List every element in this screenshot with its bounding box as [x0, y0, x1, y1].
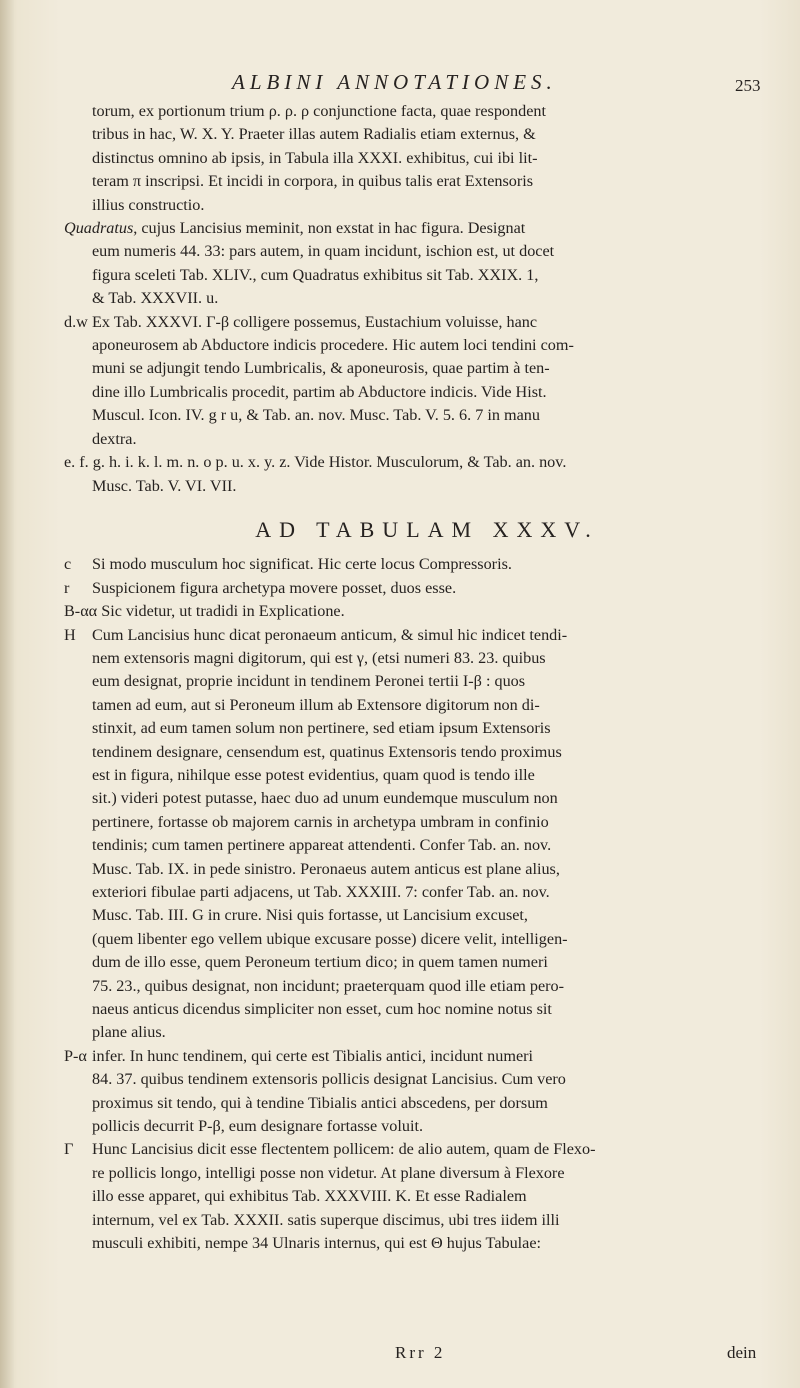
text-line: Ex Tab. XXXVI. Γ-β colligere possemus, Eustachium voluisse, hanc	[92, 312, 538, 331]
entry-key: d.w	[64, 312, 88, 331]
text-line: eum designat, proprie incidunt in tendinem Peronei tertii I-β : quos	[92, 672, 526, 691]
section-heading: AD TABULAM XXXV.	[255, 516, 599, 542]
text-line: aponeurosem ab Abductore indicis procedere. Hic autem loci tendini com-	[92, 336, 574, 355]
page-binding-edge	[0, 0, 14, 1388]
text-line: dextra.	[92, 429, 137, 448]
entry-key: B-αα	[64, 602, 98, 621]
text-line: internum, vel ex Tab. XXXII. satis superque discimus, ubi tres iidem illi	[92, 1210, 560, 1229]
text-line: Hunc Lancisius dicit esse flectentem pollicem: de alio autem, quam de Flexo-	[92, 1140, 596, 1159]
annotation-entry	[64, 311, 782, 451]
text-line: Muscul. Icon. IV. g r u, & Tab. an. nov. Musc. Tab. V. 5. 6. 7 in manu	[92, 406, 540, 425]
text-line: dum de illo esse, quem Peroneum tertium dico; in quem tamen numeri	[92, 953, 548, 972]
text-line: figura sceleti Tab. XLIV., cum Quadratus exhibitus sit Tab. XXIX. 1,	[92, 265, 539, 284]
text-line: e. f. g. h. i. k. l. m. n. o p. u. x. y. z. Vide Histor. Musculorum, & Tab. an. nov.	[64, 453, 567, 472]
text-line: Suspicionem figura archetypa movere posset, duos esse.	[92, 578, 457, 597]
text-line: plane alius.	[92, 1023, 166, 1042]
text-line: stinxit, ad eum tamen solum non pertinere, sed etiam ipsum Extensoris	[92, 719, 551, 738]
text-line: nem extensoris magni digitorum, qui est γ, (etsi numeri 83. 23. quibus	[92, 648, 546, 667]
paragraph-quadratus	[64, 217, 782, 311]
text-line: teram π inscripsi. Et incidi in corpora, in quibus talis erat Extensoris	[92, 172, 534, 191]
entry-key: r	[64, 578, 70, 597]
text-line: , cujus Lancisius meminit, non exstat in hac figura. Designat	[133, 219, 526, 238]
text-line: pollicis decurrit P-β, eum designare fortasse voluit.	[92, 1117, 424, 1136]
text-line: (quem libenter ego vellem ubique excusare posse) dicere velit, intelligen-	[92, 929, 568, 948]
text-line: Sic videtur, ut tradidi in Explicatione.	[101, 602, 345, 621]
text-line: Musc. Tab. V. VI. VII.	[92, 476, 237, 495]
main-text	[64, 100, 782, 1256]
text-line: Musc. Tab. IX. in pede sinistro. Peronaeus autem anticus est plane alius,	[92, 859, 560, 878]
text-line: 84. 37. quibus tendinem extensoris pollicis designat Lancisius. Cum vero	[92, 1070, 566, 1089]
text-line: Musc. Tab. III. G in crure. Nisi quis fortasse, ut Lancisium excuset,	[92, 906, 528, 925]
annotation-entry	[64, 451, 782, 498]
signature-mark: Rrr 2	[395, 1343, 446, 1362]
text-line: naeus anticus dicendus simpliciter non esset, cum hoc nomine notus sit	[92, 1000, 552, 1019]
text-line: dine illo Lumbricalis procedit, partim ab Abductore indicis. Vide Hist.	[92, 382, 547, 401]
text-line: est in figura, nihilque esse potest evidentius, quam quod is tendo ille	[92, 765, 535, 784]
text-line: musculi exhibiti, nempe 34 Ulnaris internus, qui est Θ hujus Tabulae:	[92, 1234, 542, 1253]
text-line: sit.) videri potest putasse, haec duo ad unum eundemque musculum non	[92, 789, 558, 808]
text-line: infer. In hunc tendinem, qui certe est Tibialis antici, incidunt numeri	[92, 1046, 534, 1065]
text-line: Cum Lancisius hunc dicat peronaeum anticum, & simul hic indicet tendi-	[92, 625, 568, 644]
annotation-entry	[64, 1138, 782, 1255]
lead-term: Quadratus	[64, 219, 134, 238]
text-line: Si modo musculum hoc significat. Hic certe locus Compressoris.	[92, 555, 512, 574]
text-line: & Tab. XXXVII. u.	[92, 289, 219, 308]
annotation-entry	[64, 1045, 782, 1139]
entry-key: H	[64, 625, 76, 644]
entry-key: c	[64, 555, 72, 574]
catchword: dein	[727, 1343, 757, 1362]
annotation-entry	[64, 600, 782, 623]
text-line: pertinere, fortasse ob majorem carnis in archetypa umbram in confinio	[92, 812, 549, 831]
text-line: illius constructio.	[92, 195, 205, 214]
text-line: 75. 23., quibus designat, non incidunt; praeterquam quod ille etiam pero-	[92, 976, 565, 995]
text-line: tribus in hac, W. X. Y. Praeter illas autem Radialis etiam externus, &	[92, 125, 536, 144]
text-line: muni se adjungit tendo Lumbricalis, & aponeurosis, quae partim à ten-	[92, 359, 550, 378]
text-line: exteriori fibulae parti adjacens, ut Tab. XXXIII. 7: confer Tab. an. nov.	[92, 883, 550, 901]
text-line: tamen ad eum, aut si Peroneum illum ab Extensore digitorum non di-	[92, 695, 540, 714]
annotation-entry	[64, 553, 782, 576]
text-line: torum, ex portionum trium ρ. ρ. ρ conjunctione facta, quae respondent	[92, 102, 546, 120]
entry-key: Γ	[64, 1140, 74, 1159]
text-line: tendinis; cum tamen pertinere appareat attendenti. Confer Tab. an. nov.	[92, 836, 552, 855]
paragraph-continuation	[92, 100, 782, 217]
entry-key: P-α	[64, 1046, 87, 1065]
text-line: eum numeris 44. 33: pars autem, in quam incidunt, ischion est, ut docet	[92, 242, 555, 261]
running-title: ALBINI ANNOTATIONES.	[232, 70, 557, 94]
page-number: 253	[735, 76, 761, 95]
text-line: distinctus omnino ab ipsis, in Tabula illa XXXI. exhibitus, cui ibi lit-	[92, 148, 538, 167]
text-line: illo esse apparet, qui exhibitus Tab. XXXVIII. K. Et esse Radialem	[92, 1187, 527, 1206]
text-line: proximus sit tendo, qui à tendine Tibialis antici abscedens, per dorsum	[92, 1093, 548, 1112]
text-line: tendinem designare, censendum est, quatinus Extensoris tendo proximus	[92, 742, 562, 761]
annotation-entry	[64, 624, 782, 1045]
text-line: re pollicis longo, intelligi posse non videtur. At plane diversum à Flexore	[92, 1163, 565, 1182]
annotation-entry	[64, 577, 782, 600]
